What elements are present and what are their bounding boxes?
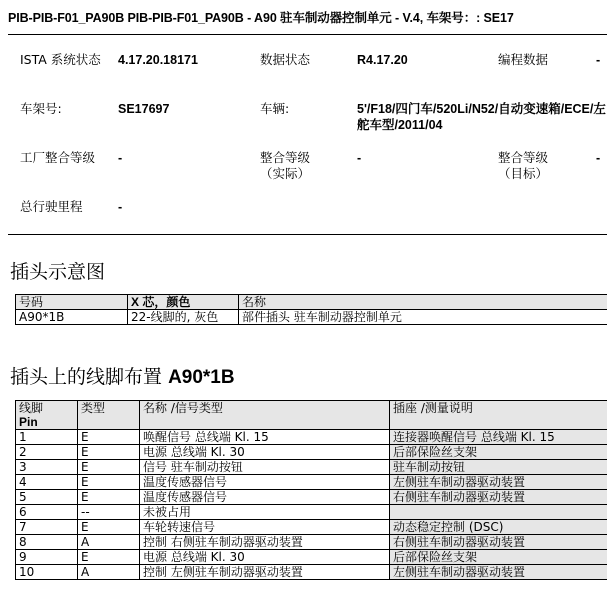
signal-cell: 温度传感器信号 bbox=[140, 490, 390, 505]
connector-number: A90*1B bbox=[16, 310, 128, 325]
pin-cell: 8 bbox=[16, 535, 78, 550]
pin-cell: 2 bbox=[16, 445, 78, 460]
socket-cell: 右侧驻车制动器驱动装置 bbox=[390, 490, 607, 505]
type-cell: E bbox=[78, 430, 140, 445]
actual-level-label: 整合等级（实际） bbox=[260, 150, 311, 181]
target-level-value: - bbox=[596, 151, 601, 165]
type-cell: A bbox=[78, 535, 140, 550]
connector-x: 22-线脚的, 灰色 bbox=[128, 310, 239, 325]
type-cell: E bbox=[78, 460, 140, 475]
table-row bbox=[16, 460, 607, 475]
col-socket-header: 插座 /测量说明 bbox=[390, 401, 607, 430]
col-x-header bbox=[128, 295, 239, 310]
programming-data-value: - bbox=[596, 53, 601, 67]
type-cell: E bbox=[78, 475, 140, 490]
socket-cell bbox=[390, 505, 607, 520]
pin-header-row bbox=[16, 401, 607, 430]
socket-cell: 左侧驻车制动器驱动装置 bbox=[390, 565, 607, 580]
col-type-header: 类型 bbox=[78, 401, 140, 430]
target-level-label: 整合等级（目标） bbox=[498, 150, 549, 181]
programming-data-label: 编程数据 bbox=[498, 52, 549, 67]
pin-cell: 5 bbox=[16, 490, 78, 505]
col-signal-header: 名称 /信号类型 bbox=[140, 401, 390, 430]
table-row bbox=[16, 535, 607, 550]
signal-cell: 信号 驻车制动按钮 bbox=[140, 460, 390, 475]
vin-label: 车架号: bbox=[20, 101, 62, 116]
ista-status-label: ISTA 系统状态 bbox=[20, 52, 101, 67]
title-divider bbox=[8, 34, 607, 35]
table-row bbox=[16, 445, 607, 460]
pin-cell: 7 bbox=[16, 520, 78, 535]
socket-cell: 右侧驻车制动器驱动装置 bbox=[390, 535, 607, 550]
pin-heading-code: A90*1B bbox=[168, 367, 235, 388]
signal-cell: 唤醒信号 总线端 Kl. 15 bbox=[140, 430, 390, 445]
signal-cell: 未被占用 bbox=[140, 505, 390, 520]
pin-assignment-heading bbox=[10, 362, 235, 389]
col-number-header: 号码 bbox=[16, 295, 128, 310]
factory-level-label: 工厂整合等级 bbox=[20, 150, 96, 165]
type-cell: A bbox=[78, 565, 140, 580]
type-cell: E bbox=[78, 490, 140, 505]
document-title: PIB-PIB-F01_PA90B PIB-PIB-F01_PA90B - A90 驻车制动器控制单元 - V.4, 车架号：: SE17 bbox=[8, 11, 514, 25]
pin-cell: 4 bbox=[16, 475, 78, 490]
table-row bbox=[16, 505, 607, 520]
pin-cell: 9 bbox=[16, 550, 78, 565]
socket-cell: 后部保险丝支架 bbox=[390, 445, 607, 460]
connector-heading: 插头示意图 bbox=[10, 261, 106, 283]
socket-cell: 连接器唤醒信号 总线端 Kl. 15 bbox=[390, 430, 607, 445]
connector-header-row bbox=[16, 295, 607, 310]
mileage-value: - bbox=[118, 200, 123, 214]
ista-status-value: 4.17.20.18171 bbox=[118, 53, 198, 67]
socket-cell: 驻车制动按钮 bbox=[390, 460, 607, 475]
socket-cell: 后部保险丝支架 bbox=[390, 550, 607, 565]
table-row bbox=[16, 430, 607, 445]
signal-cell: 电源 总线端 Kl. 30 bbox=[140, 445, 390, 460]
signal-cell: 控制 右侧驻车制动器驱动装置 bbox=[140, 535, 390, 550]
col-pin-header-sub: Pin bbox=[19, 415, 38, 429]
pin-cell: 10 bbox=[16, 565, 78, 580]
connector-table bbox=[15, 294, 607, 325]
vin-value: SE17697 bbox=[118, 102, 170, 116]
table-row bbox=[16, 490, 607, 505]
socket-cell: 左侧驻车制动器驱动装置 bbox=[390, 475, 607, 490]
data-status-label: 数据状态 bbox=[260, 52, 311, 67]
connector-row bbox=[16, 310, 607, 325]
vehicle-label: 车辆: bbox=[260, 101, 290, 116]
socket-cell: 动态稳定控制 (DSC) bbox=[390, 520, 607, 535]
info-divider bbox=[8, 234, 607, 235]
connector-name: 部件插头 驻车制动器控制单元 bbox=[239, 310, 607, 325]
actual-level-value: - bbox=[357, 151, 362, 165]
signal-cell: 车轮转速信号 bbox=[140, 520, 390, 535]
col-pin-header bbox=[16, 401, 78, 430]
col-x-header-text: X 芯，颜色 bbox=[131, 295, 191, 309]
vehicle-value: 5'/F18/四门车/520Li/N52/自动变速箱/ECE/左舵车型/2011/04 bbox=[357, 102, 606, 132]
signal-cell: 电源 总线端 Kl. 30 bbox=[140, 550, 390, 565]
pin-cell: 6 bbox=[16, 505, 78, 520]
signal-cell: 控制 左侧驻车制动器驱动装置 bbox=[140, 565, 390, 580]
mileage-label: 总行驶里程 bbox=[20, 199, 83, 214]
type-cell: -- bbox=[78, 505, 140, 520]
type-cell: E bbox=[78, 445, 140, 460]
pin-heading-text: 插头上的线脚布置 bbox=[10, 366, 163, 388]
col-pin-header-text: 线脚 bbox=[19, 401, 44, 415]
factory-level-value: - bbox=[118, 151, 123, 165]
table-row bbox=[16, 520, 607, 535]
pin-table bbox=[15, 400, 607, 580]
pin-cell: 1 bbox=[16, 430, 78, 445]
data-status-value: R4.17.20 bbox=[357, 53, 408, 67]
table-row bbox=[16, 475, 607, 490]
type-cell: E bbox=[78, 520, 140, 535]
table-row bbox=[16, 565, 607, 580]
col-name-header: 名称 bbox=[239, 295, 607, 310]
signal-cell: 温度传感器信号 bbox=[140, 475, 390, 490]
pin-cell: 3 bbox=[16, 460, 78, 475]
type-cell: E bbox=[78, 550, 140, 565]
table-row bbox=[16, 550, 607, 565]
